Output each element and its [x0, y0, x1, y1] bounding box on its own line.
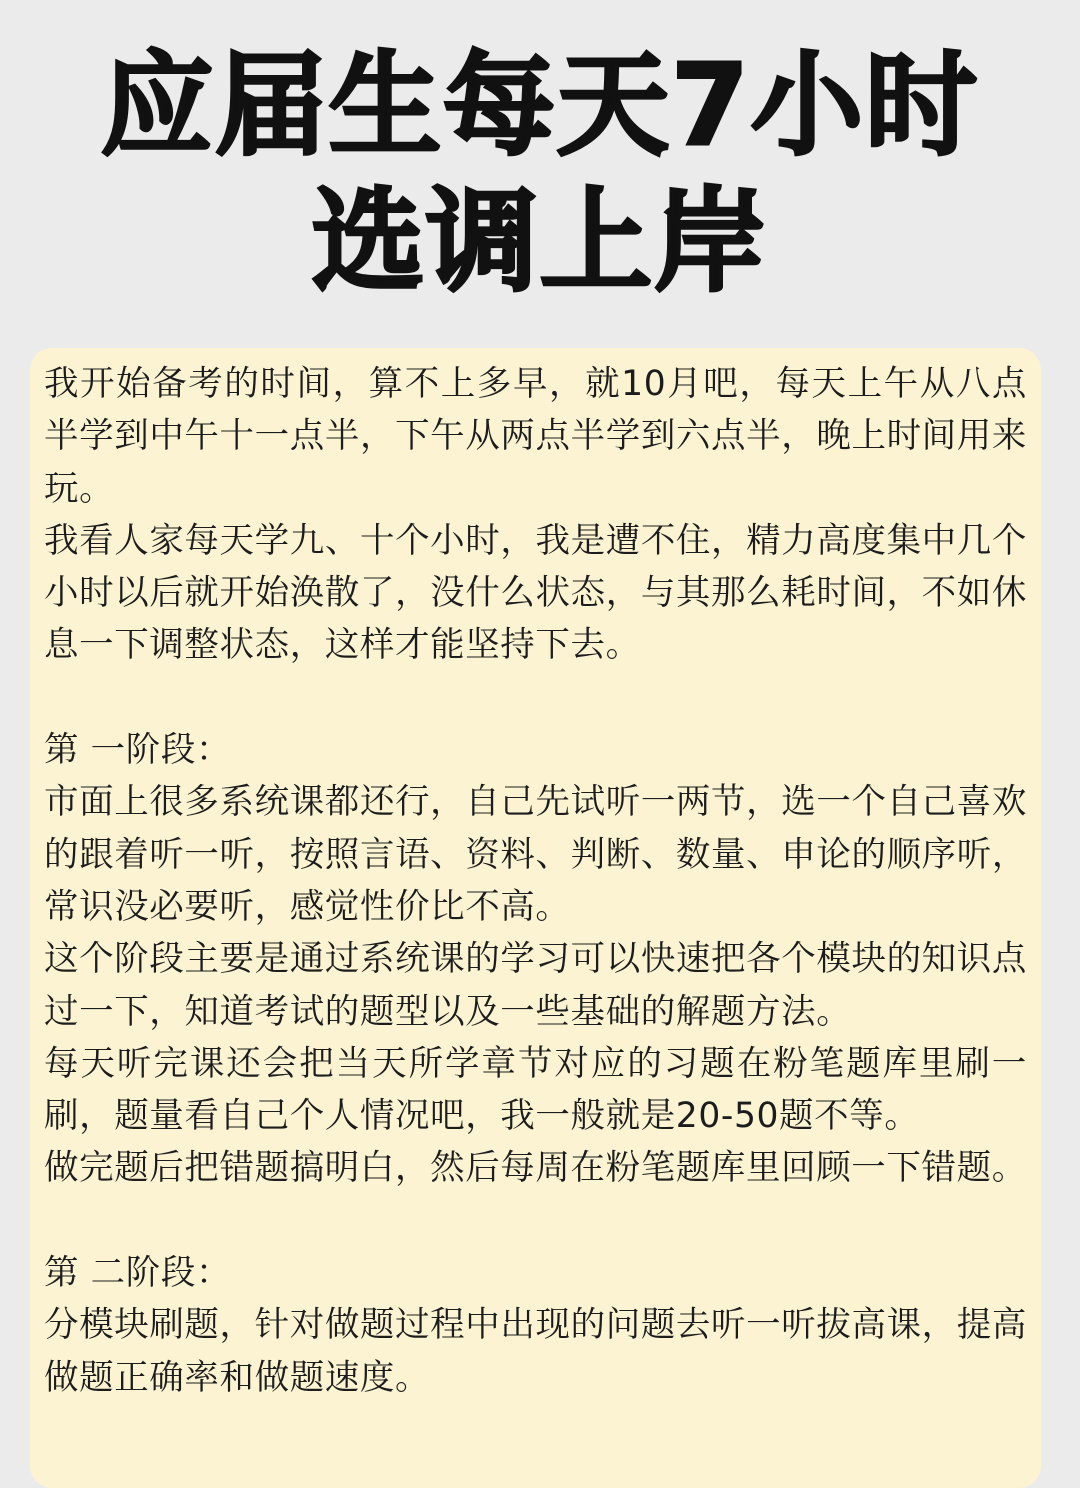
stage1-paragraph-2: 这个阶段主要是通过系统课的学习可以快速把各个模块的知识点过一下，知道考试的题型以及一些基础的解题方法。 [44, 939, 1027, 1032]
intro-paragraph-2: 我看人家每天学九、十个小时，我是遭不住，精力高度集中几个小时以后就开始涣散了，没什么状态，与其那么耗时间，不如休息一下调整状态，这样才能坚持下去。 [44, 520, 1027, 666]
blank-line [44, 1195, 1027, 1247]
stage1-paragraph-1: 市面上很多系统课都还行，自己先试听一两节，选一个自己喜欢的跟着听一听，按照言语、资料、判断、数量、申论的顺序听，常识没必要听，感觉性价比不高。 [44, 782, 1027, 927]
stage2-paragraph-1: 分模块刷题，针对做题过程中出现的问题去听一听拔高课，提高做题正确率和做题速度。 [44, 1305, 1027, 1398]
content-card [30, 348, 1041, 1488]
post-title [0, 38, 1080, 310]
stage1-paragraph-4: 做完题后把错题搞明白，然后每周在粉笔题库里回顾一下错题。 [44, 1148, 1027, 1189]
title-line-2: 选调上岸 [312, 177, 768, 307]
stage1-heading: 第 一阶段： [44, 730, 232, 771]
title-line-1: 应届生每天7小时 [101, 41, 979, 171]
intro-paragraph-1: 我开始备考的时间，算不上多早，就10月吧，每天上午从八点半学到中午十一点半，下午从两点半学到六点半，晚上时间用来玩。 [44, 364, 1027, 509]
stage1-paragraph-3: 每天听完课还会把当天所学章节对应的习题在粉笔题库里刷一刷，题量看自己个人情况吧，我一般就是20-50题不等。 [44, 1043, 1027, 1137]
stage2-heading: 第 二阶段： [44, 1253, 232, 1294]
blank-line [44, 672, 1027, 724]
